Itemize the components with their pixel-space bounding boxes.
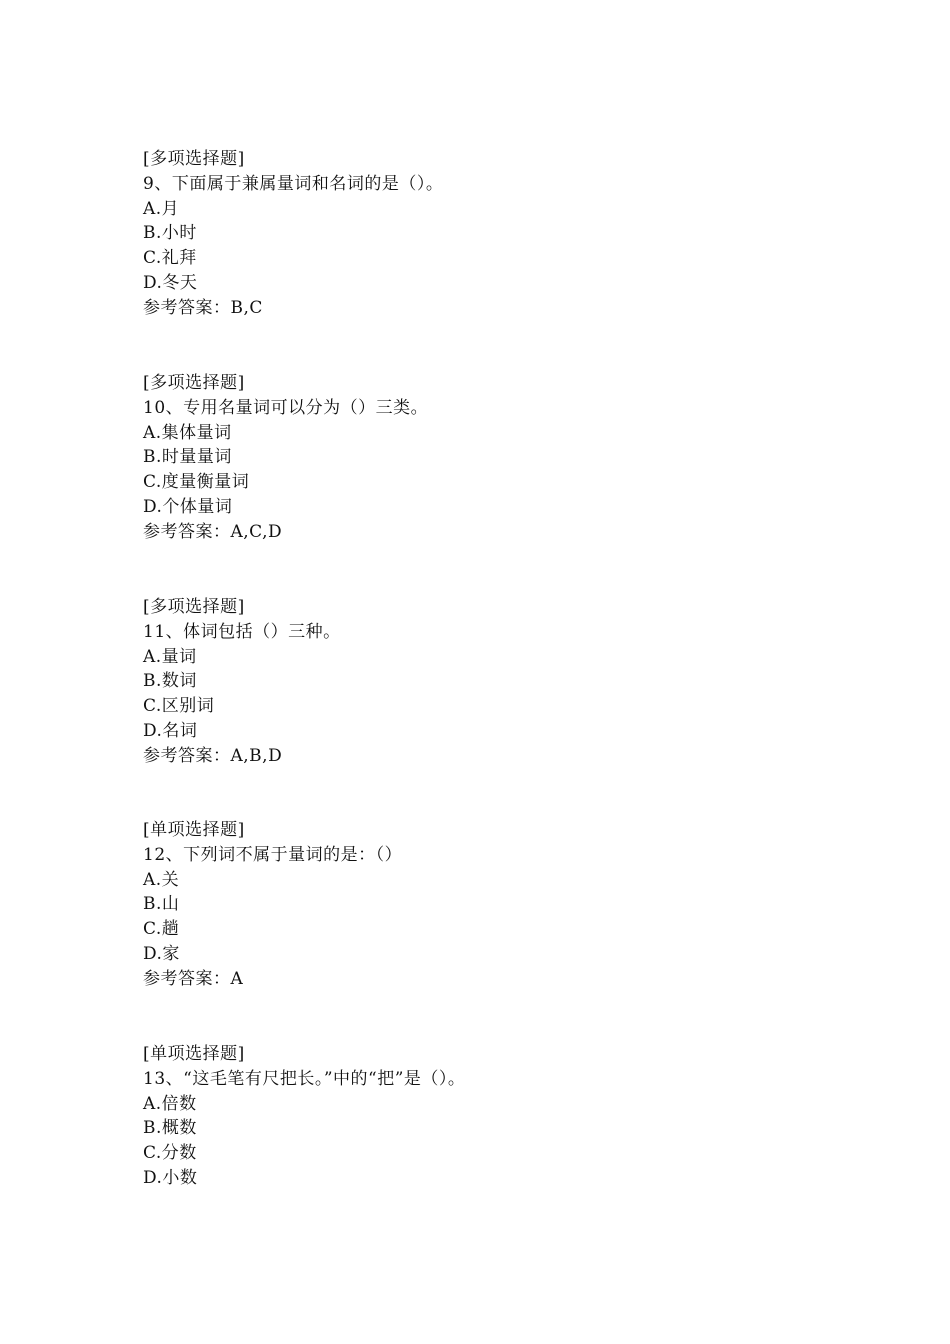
reference-answer: 参考答案：B,C	[143, 297, 263, 318]
option-b: B.时量量词	[143, 447, 232, 468]
question-block	[143, 818, 863, 992]
option-b: B.概数	[143, 1118, 197, 1139]
question-stem: 11、体词包括（）三种。	[143, 621, 341, 642]
question-stem: 12、下列词不属于量词的是：（）	[143, 844, 403, 865]
option-a: A.月	[143, 198, 180, 219]
option-c: C.趟	[143, 919, 180, 940]
question-type: [单项选择题]	[143, 1044, 245, 1064]
reference-answer: 参考答案：A,C,D	[143, 521, 283, 542]
option-a: A.量词	[143, 646, 197, 667]
option-b: B.数词	[143, 671, 197, 692]
option-d: D.家	[143, 943, 180, 964]
option-b: B.山	[143, 894, 180, 915]
option-d: D.冬天	[143, 272, 198, 293]
option-c: C.区别词	[143, 696, 215, 717]
question-block	[143, 1042, 863, 1191]
option-a: A.关	[143, 869, 180, 890]
question-block	[143, 595, 863, 769]
question-type: [多项选择题]	[143, 597, 245, 617]
question-stem: 13、“这毛笔有尺把长。”中的“把”是（）。	[143, 1068, 466, 1089]
reference-answer: 参考答案：A,B,D	[143, 745, 283, 766]
question-type: [单项选择题]	[143, 820, 245, 840]
option-d: D.名词	[143, 720, 198, 741]
question-block	[143, 371, 863, 545]
question-type: [多项选择题]	[143, 149, 245, 169]
option-a: A.倍数	[143, 1093, 197, 1114]
option-c: C.分数	[143, 1143, 197, 1164]
question-type: [多项选择题]	[143, 373, 245, 393]
option-a: A.集体量词	[143, 422, 232, 443]
option-b: B.小时	[143, 223, 197, 244]
reference-answer: 参考答案：A	[143, 968, 244, 989]
question-stem: 9、下面属于兼属量词和名词的是（）。	[143, 173, 444, 194]
option-c: C.度量衡量词	[143, 472, 250, 493]
option-c: C.礼拜	[143, 248, 197, 269]
question-block	[143, 147, 863, 321]
option-d: D.小数	[143, 1167, 198, 1188]
option-d: D.个体量词	[143, 496, 233, 517]
question-stem: 10、专用名量词可以分为（）三类。	[143, 397, 429, 418]
